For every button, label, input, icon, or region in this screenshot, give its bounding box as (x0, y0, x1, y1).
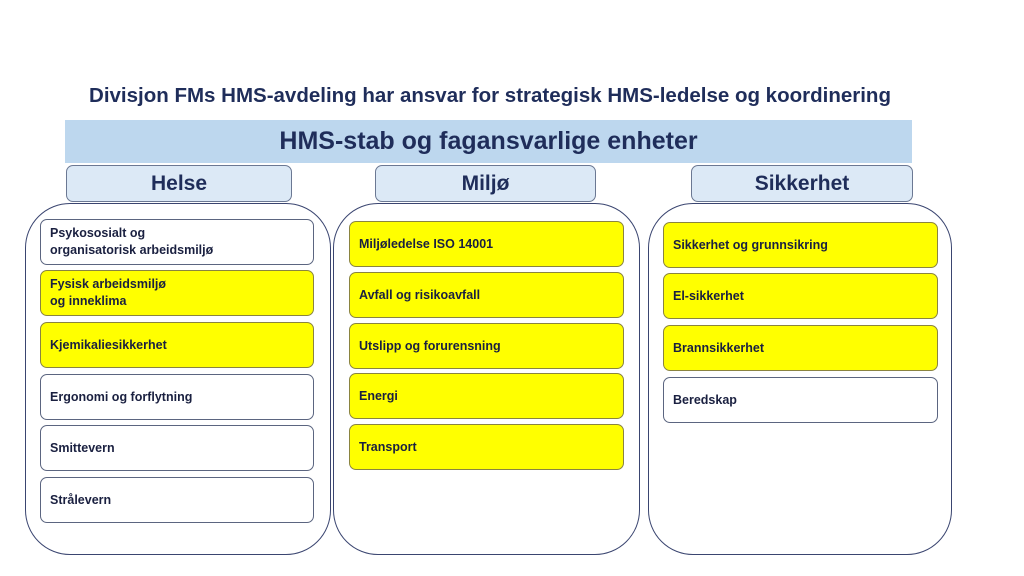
unit-item: Beredskap (663, 377, 938, 423)
hms-stab-banner: HMS-stab og fagansvarlige enheter (65, 120, 912, 163)
unit-item: Strålevern (40, 477, 314, 523)
unit-item: Sikkerhet og grunnsikring (663, 222, 938, 268)
unit-item: El-sikkerhet (663, 273, 938, 319)
diagram-title: Divisjon FMs HMS-avdeling har ansvar for strategisk HMS-ledelse og koordinering (89, 84, 891, 107)
unit-item: Avfall og risikoavfall (349, 272, 624, 318)
unit-item: Transport (349, 424, 624, 470)
column-header: Helse (66, 165, 292, 202)
unit-item: Kjemikaliesikkerhet (40, 322, 314, 368)
unit-item: Ergonomi og forflytning (40, 374, 314, 420)
column-header: Miljø (375, 165, 596, 202)
unit-item: Utslipp og forurensning (349, 323, 624, 369)
column-header: Sikkerhet (691, 165, 913, 202)
unit-item: Psykososialt og organisatorisk arbeidsmiljø (40, 219, 314, 265)
unit-item: Miljøledelse ISO 14001 (349, 221, 624, 267)
unit-item: Smittevern (40, 425, 314, 471)
unit-item: Brannsikkerhet (663, 325, 938, 371)
unit-item: Energi (349, 373, 624, 419)
unit-item: Fysisk arbeidsmiljø og inneklima (40, 270, 314, 316)
